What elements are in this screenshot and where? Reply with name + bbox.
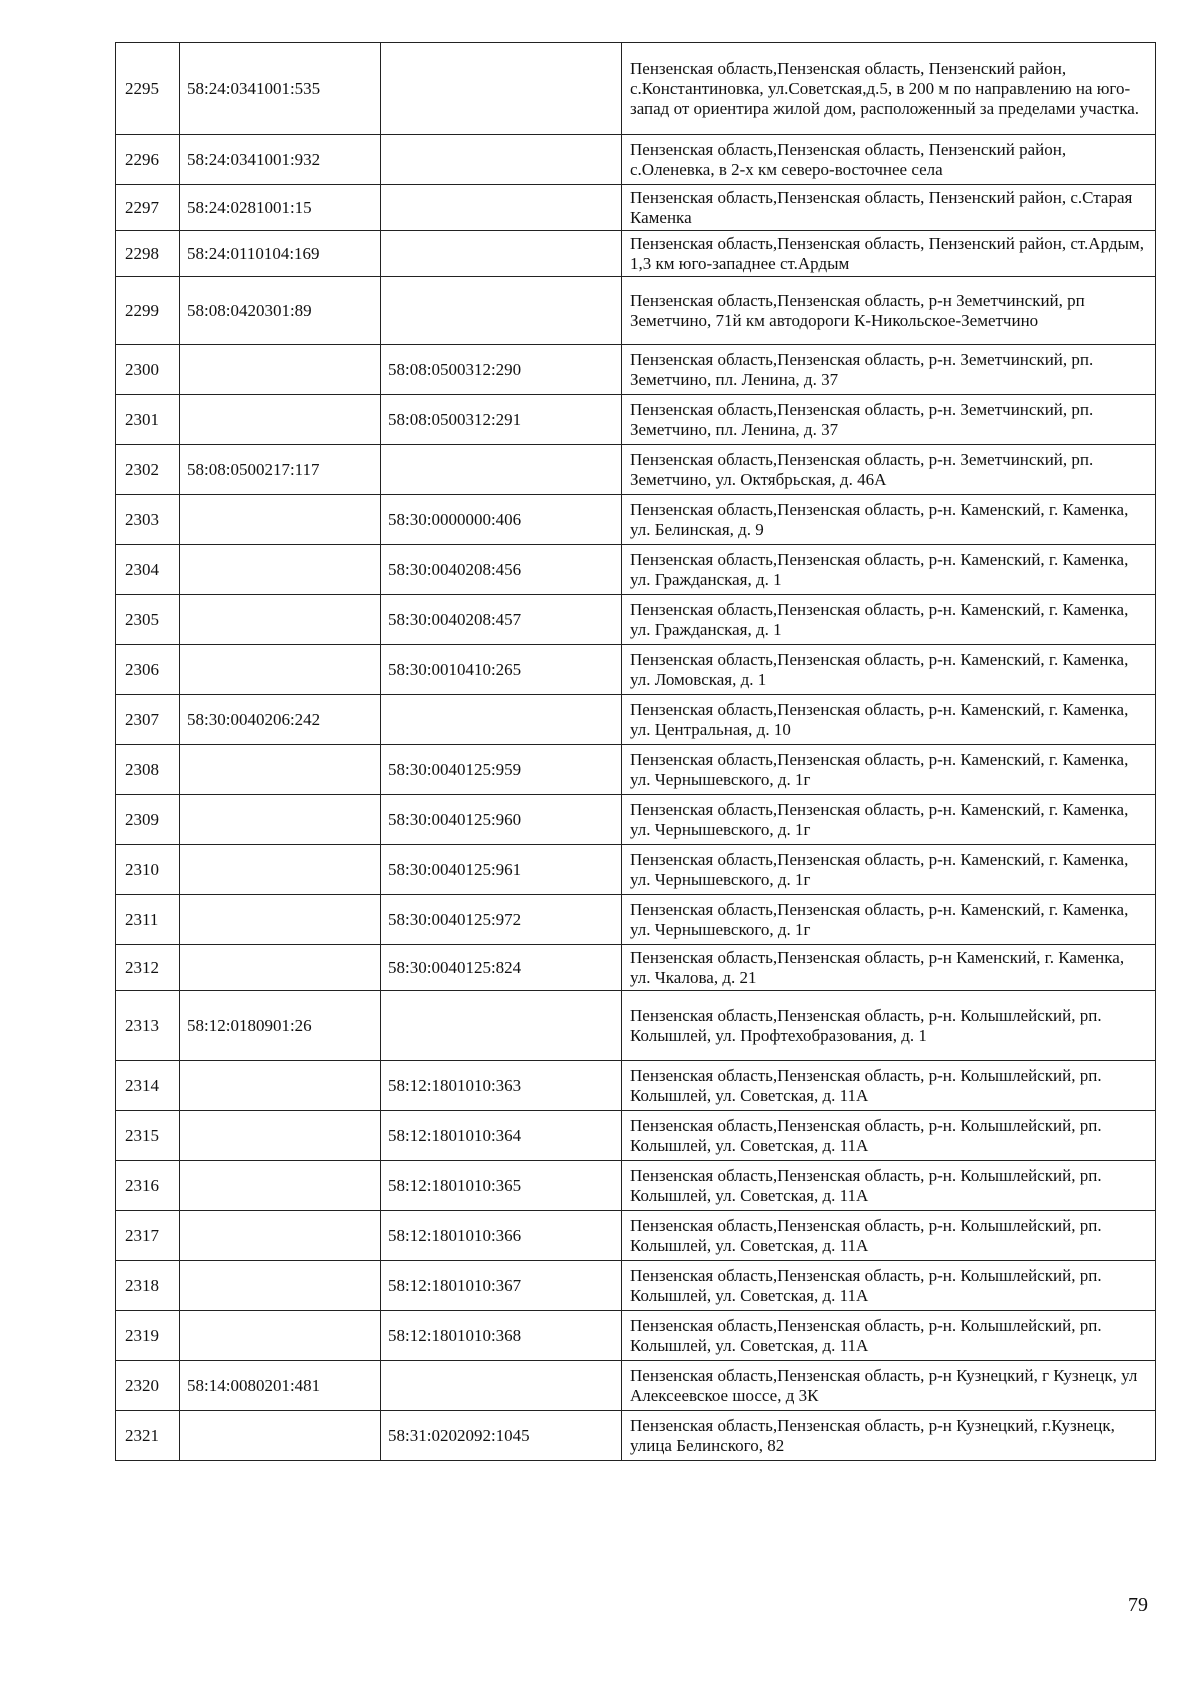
address-cell: Пензенская область,Пензенская область, р-н. Каменский, г. Каменка, ул. Чернышевского, д. 1г [622, 745, 1156, 795]
cadastral-number-building-cell: 58:12:1801010:365 [381, 1161, 622, 1211]
cadastral-number-land-cell [180, 845, 381, 895]
page-number: 79 [1128, 1594, 1148, 1616]
cadastral-number-building-cell [381, 695, 622, 745]
table-row [116, 135, 1156, 185]
cadastral-number-building-cell: 58:12:1801010:363 [381, 1061, 622, 1111]
table-row [116, 545, 1156, 595]
cadastral-number-building-cell: 58:30:0040125:960 [381, 795, 622, 845]
table-row [116, 845, 1156, 895]
address-cell: Пензенская область,Пензенская область, Пензенский район, с.Оленевка, в 2-х км северо-восточнее села [622, 135, 1156, 185]
table-row [116, 1311, 1156, 1361]
address-cell: Пензенская область,Пензенская область, р-н. Колышлейский, рп. Колышлей, ул. Советская, д. 11А [622, 1261, 1156, 1311]
row-number-cell: 2299 [116, 277, 180, 345]
row-number-cell: 2317 [116, 1211, 180, 1261]
cadastral-number-land-cell: 58:08:0420301:89 [180, 277, 381, 345]
address-cell: Пензенская область,Пензенская область, р-н. Колышлейский, рп. Колышлей, ул. Советская, д. 11А [622, 1211, 1156, 1261]
address-cell: Пензенская область,Пензенская область, р-н Каменский, г. Каменка, ул. Чкалова, д. 21 [622, 945, 1156, 991]
cadastral-number-building-cell: 58:08:0500312:290 [381, 345, 622, 395]
table-row [116, 445, 1156, 495]
cadastral-number-land-cell [180, 495, 381, 545]
row-number-cell: 2312 [116, 945, 180, 991]
table-row [116, 277, 1156, 345]
row-number-cell: 2318 [116, 1261, 180, 1311]
cadastral-number-land-cell: 58:14:0080201:481 [180, 1361, 381, 1411]
row-number-cell: 2321 [116, 1411, 180, 1461]
row-number-cell: 2304 [116, 545, 180, 595]
table-row [116, 1411, 1156, 1461]
address-cell: Пензенская область,Пензенская область, р-н. Земетчинский, рп. Земетчино, пл. Ленина, д. 37 [622, 395, 1156, 445]
cadastral-number-building-cell: 58:30:0040208:457 [381, 595, 622, 645]
address-cell: Пензенская область,Пензенская область, р-н. Каменский, г. Каменка, ул. Белинская, д. 9 [622, 495, 1156, 545]
cadastral-number-building-cell: 58:30:0040208:456 [381, 545, 622, 595]
address-cell: Пензенская область,Пензенская область, р-н Земетчинский, рп Земетчино, 71й км автодороги К-Никольское-Земетчино [622, 277, 1156, 345]
table-row [116, 495, 1156, 545]
address-cell: Пензенская область,Пензенская область, Пензенский район, ст.Ардым, 1,3 км юго-западнее ст.Ардым [622, 231, 1156, 277]
cadastral-number-land-cell [180, 645, 381, 695]
address-cell: Пензенская область,Пензенская область, р-н. Каменский, г. Каменка, ул. Ломовская, д. 1 [622, 645, 1156, 695]
cadastral-number-building-cell: 58:30:0010410:265 [381, 645, 622, 695]
cadastral-number-land-cell: 58:24:0341001:535 [180, 43, 381, 135]
row-number-cell: 2308 [116, 745, 180, 795]
cadastral-number-building-cell: 58:12:1801010:364 [381, 1111, 622, 1161]
cadastral-number-land-cell [180, 945, 381, 991]
address-cell: Пензенская область,Пензенская область, р-н. Колышлейский, рп. Колышлей, ул. Профтехобразования, д. 1 [622, 991, 1156, 1061]
table-row [116, 345, 1156, 395]
cadastral-number-building-cell [381, 445, 622, 495]
cadastral-number-land-cell [180, 1061, 381, 1111]
table-row [116, 595, 1156, 645]
cadastral-number-land-cell [180, 745, 381, 795]
cadastral-number-building-cell [381, 231, 622, 277]
cadastral-number-building-cell [381, 991, 622, 1061]
cadastral-number-building-cell: 58:30:0040125:959 [381, 745, 622, 795]
cadastral-number-building-cell: 58:30:0040125:824 [381, 945, 622, 991]
address-cell: Пензенская область,Пензенская область, р-н. Земетчинский, рп. Земетчино, пл. Ленина, д. 37 [622, 345, 1156, 395]
table-row [116, 1361, 1156, 1411]
table-row [116, 43, 1156, 135]
table-row [116, 991, 1156, 1061]
table-row [116, 395, 1156, 445]
address-cell: Пензенская область,Пензенская область, р-н. Каменский, г. Каменка, ул. Чернышевского, д. 1г [622, 795, 1156, 845]
cadastral-number-land-cell: 58:24:0281001:15 [180, 185, 381, 231]
table-row [116, 1161, 1156, 1211]
cadastral-number-land-cell [180, 545, 381, 595]
address-cell: Пензенская область,Пензенская область, р-н. Колышлейский, рп. Колышлей, ул. Советская, д. 11А [622, 1061, 1156, 1111]
cadastral-number-land-cell [180, 595, 381, 645]
address-cell: Пензенская область,Пензенская область, р-н Кузнецкий, г Кузнецк, ул Алексеевское шоссе, д 3К [622, 1361, 1156, 1411]
row-number-cell: 2319 [116, 1311, 180, 1361]
address-cell: Пензенская область,Пензенская область, р-н Кузнецкий, г.Кузнецк, улица Белинского, 82 [622, 1411, 1156, 1461]
cadastral-number-building-cell: 58:30:0000000:406 [381, 495, 622, 545]
cadastral-number-building-cell [381, 277, 622, 345]
row-number-cell: 2297 [116, 185, 180, 231]
cadastral-number-land-cell [180, 895, 381, 945]
registry-table-body [116, 43, 1156, 1461]
address-cell: Пензенская область,Пензенская область, р-н. Каменский, г. Каменка, ул. Гражданская, д. 1 [622, 545, 1156, 595]
cadastral-number-land-cell: 58:30:0040206:242 [180, 695, 381, 745]
cadastral-number-land-cell [180, 345, 381, 395]
row-number-cell: 2314 [116, 1061, 180, 1111]
cadastral-number-land-cell [180, 395, 381, 445]
cadastral-number-land-cell [180, 795, 381, 845]
cadastral-number-land-cell: 58:12:0180901:26 [180, 991, 381, 1061]
table-row [116, 945, 1156, 991]
cadastral-number-building-cell [381, 1361, 622, 1411]
cadastral-number-land-cell: 58:08:0500217:117 [180, 445, 381, 495]
table-row [116, 1061, 1156, 1111]
cadastral-number-land-cell [180, 1161, 381, 1211]
cadastral-number-building-cell [381, 185, 622, 231]
cadastral-number-building-cell: 58:12:1801010:366 [381, 1211, 622, 1261]
table-row [116, 795, 1156, 845]
address-cell: Пензенская область,Пензенская область, Пензенский район, с.Константиновка, ул.Советская,д.5, в 200 м по направлению на юго-запад от ориентира жилой дом, расположенный за пределами участка. [622, 43, 1156, 135]
cadastral-number-building-cell: 58:31:0202092:1045 [381, 1411, 622, 1461]
table-row [116, 645, 1156, 695]
address-cell: Пензенская область,Пензенская область, р-н. Земетчинский, рп. Земетчино, ул. Октябрьская, д. 46А [622, 445, 1156, 495]
cadastral-number-land-cell [180, 1261, 381, 1311]
cadastral-number-land-cell [180, 1111, 381, 1161]
address-cell: Пензенская область,Пензенская область, р-н. Колышлейский, рп. Колышлей, ул. Советская, д. 11А [622, 1111, 1156, 1161]
row-number-cell: 2315 [116, 1111, 180, 1161]
cadastral-number-land-cell [180, 1211, 381, 1261]
row-number-cell: 2313 [116, 991, 180, 1061]
row-number-cell: 2302 [116, 445, 180, 495]
address-cell: Пензенская область,Пензенская область, р-н. Каменский, г. Каменка, ул. Чернышевского, д. 1г [622, 895, 1156, 945]
cadastral-number-building-cell: 58:30:0040125:961 [381, 845, 622, 895]
table-row [116, 1211, 1156, 1261]
row-number-cell: 2311 [116, 895, 180, 945]
cadastral-number-building-cell: 58:12:1801010:368 [381, 1311, 622, 1361]
row-number-cell: 2295 [116, 43, 180, 135]
address-cell: Пензенская область,Пензенская область, р-н. Каменский, г. Каменка, ул. Центральная, д. 10 [622, 695, 1156, 745]
cadastral-number-building-cell [381, 135, 622, 185]
table-row [116, 231, 1156, 277]
row-number-cell: 2307 [116, 695, 180, 745]
cadastral-number-building-cell: 58:08:0500312:291 [381, 395, 622, 445]
table-row [116, 745, 1156, 795]
row-number-cell: 2306 [116, 645, 180, 695]
address-cell: Пензенская область,Пензенская область, Пензенский район, с.Старая Каменка [622, 185, 1156, 231]
row-number-cell: 2305 [116, 595, 180, 645]
registry-table [115, 42, 1156, 1461]
table-row [116, 695, 1156, 745]
row-number-cell: 2296 [116, 135, 180, 185]
table-row [116, 1261, 1156, 1311]
cadastral-number-land-cell: 58:24:0341001:932 [180, 135, 381, 185]
address-cell: Пензенская область,Пензенская область, р-н. Колышлейский, рп. Колышлей, ул. Советская, д. 11А [622, 1161, 1156, 1211]
row-number-cell: 2300 [116, 345, 180, 395]
row-number-cell: 2301 [116, 395, 180, 445]
table-row [116, 185, 1156, 231]
cadastral-number-building-cell [381, 43, 622, 135]
cadastral-number-building-cell: 58:12:1801010:367 [381, 1261, 622, 1311]
row-number-cell: 2320 [116, 1361, 180, 1411]
row-number-cell: 2316 [116, 1161, 180, 1211]
row-number-cell: 2309 [116, 795, 180, 845]
address-cell: Пензенская область,Пензенская область, р-н. Каменский, г. Каменка, ул. Гражданская, д. 1 [622, 595, 1156, 645]
address-cell: Пензенская область,Пензенская область, р-н. Каменский, г. Каменка, ул. Чернышевского, д. 1г [622, 845, 1156, 895]
cadastral-number-land-cell [180, 1311, 381, 1361]
table-row [116, 895, 1156, 945]
row-number-cell: 2310 [116, 845, 180, 895]
cadastral-number-building-cell: 58:30:0040125:972 [381, 895, 622, 945]
row-number-cell: 2298 [116, 231, 180, 277]
row-number-cell: 2303 [116, 495, 180, 545]
cadastral-number-land-cell [180, 1411, 381, 1461]
table-row [116, 1111, 1156, 1161]
address-cell: Пензенская область,Пензенская область, р-н. Колышлейский, рп. Колышлей, ул. Советская, д. 11А [622, 1311, 1156, 1361]
cadastral-number-land-cell: 58:24:0110104:169 [180, 231, 381, 277]
